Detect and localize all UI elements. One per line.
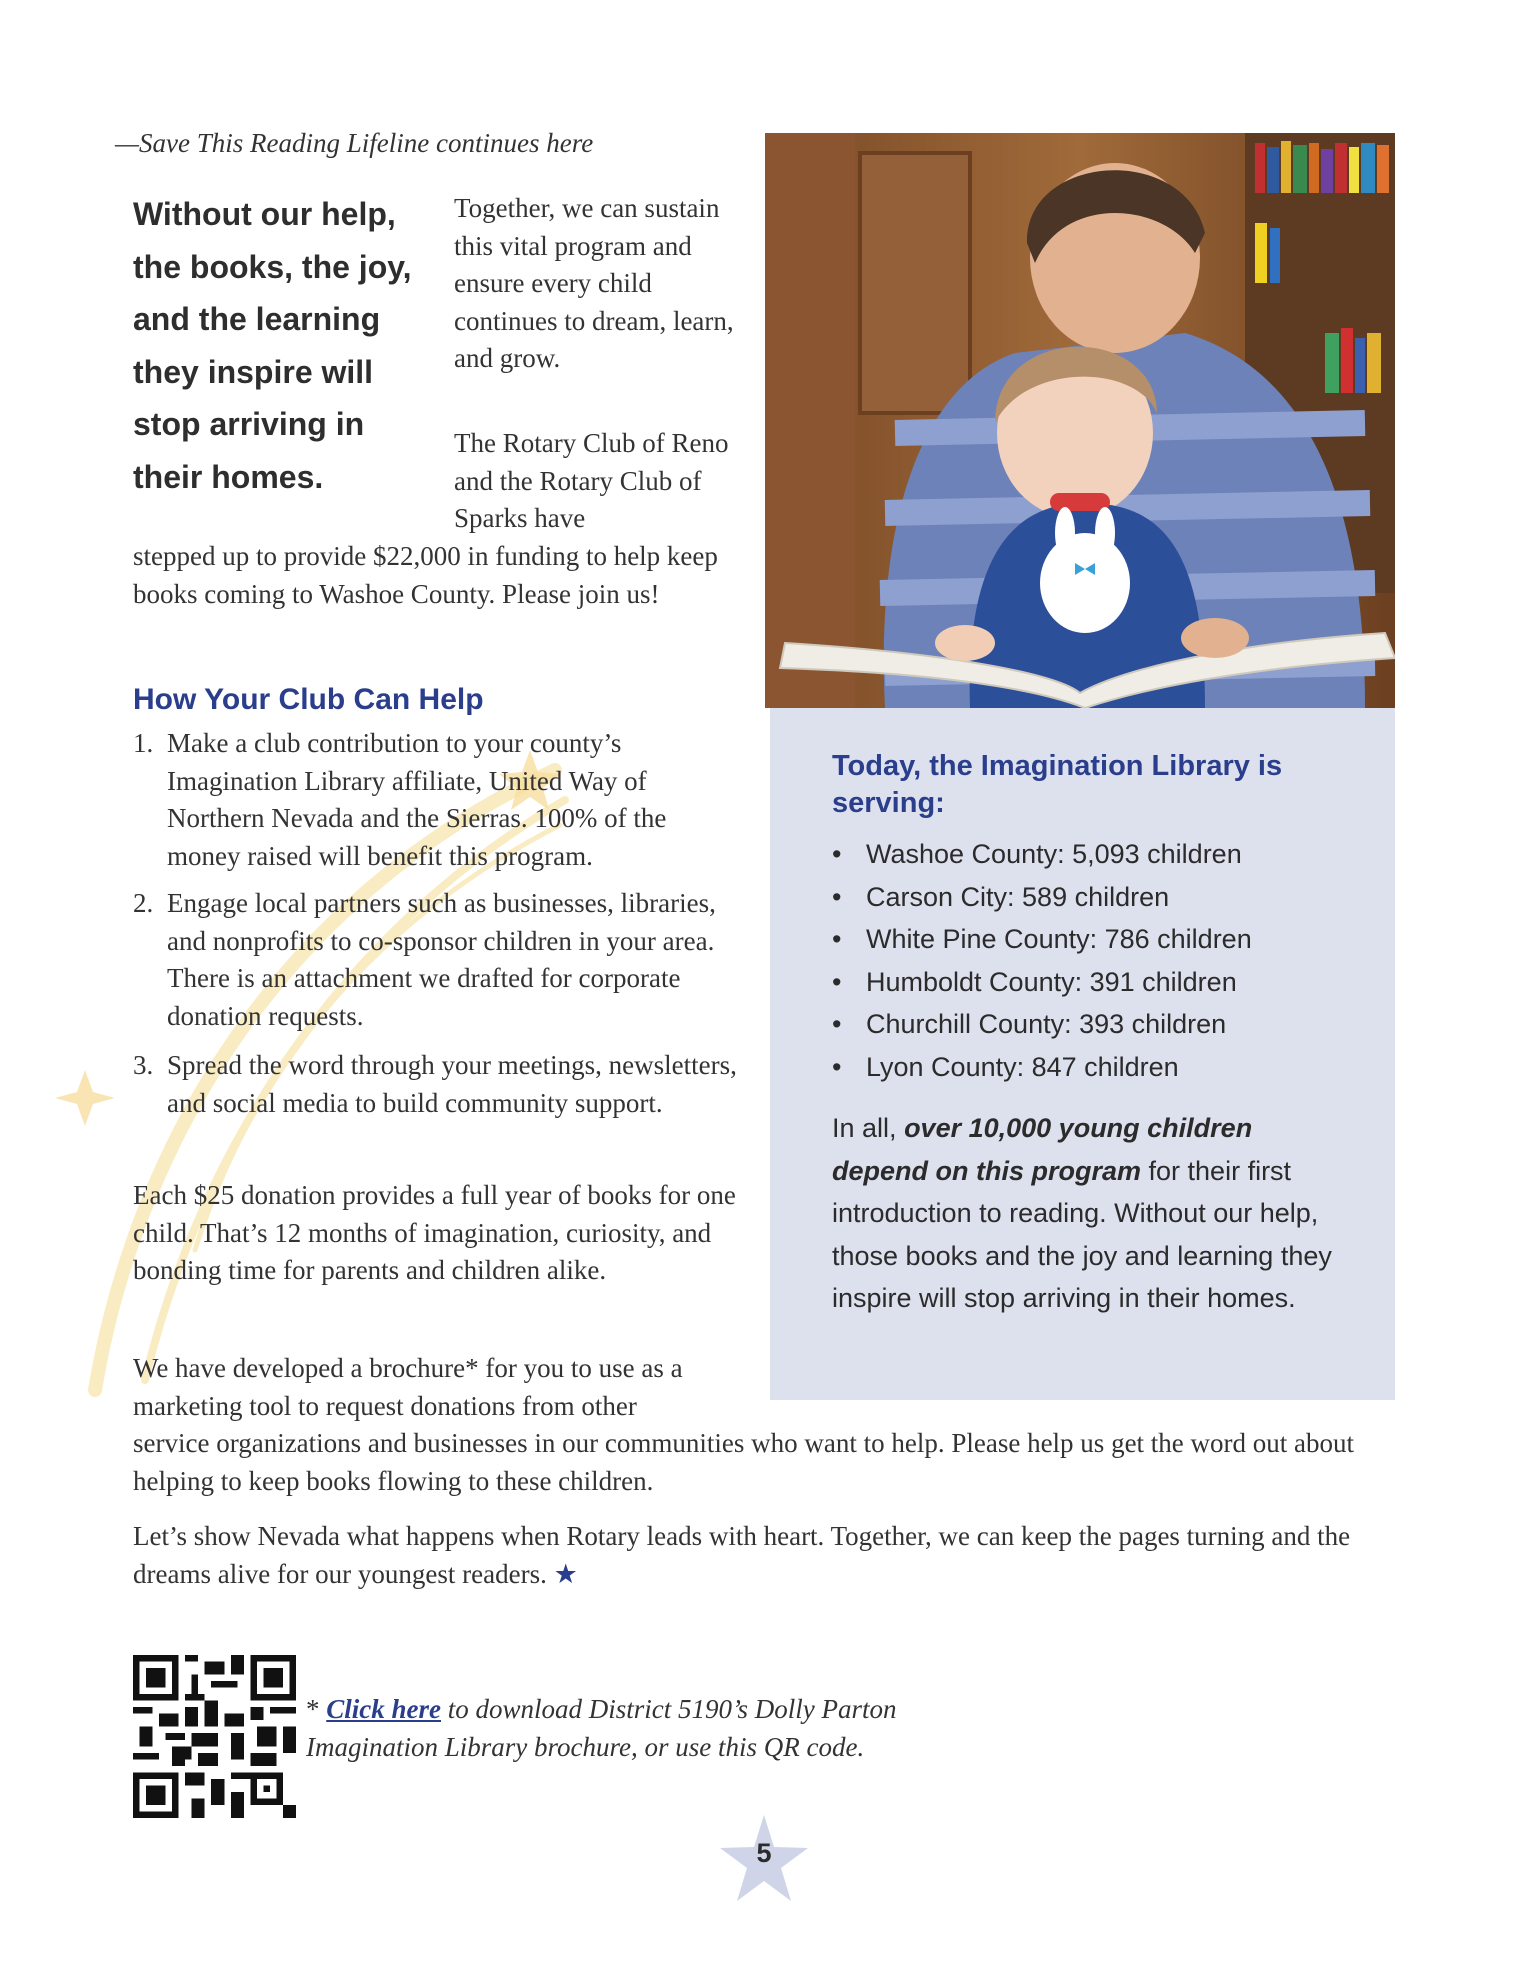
list-item xyxy=(133,1047,745,1122)
bullet-icon: • xyxy=(832,881,842,912)
list-item xyxy=(832,876,1372,919)
summary-rest: for their first introduction to reading. Without our help, those books and the joy and learning they inspire will stop arriving in their homes. xyxy=(832,1155,1332,1313)
list-item-text: Spread the word through your meetings, newsletters, and social media to build community support. xyxy=(167,1050,737,1118)
page-number: 5 xyxy=(756,1838,772,1868)
continued-note: —Save This Reading Lifeline continues here xyxy=(115,128,594,158)
intro-paragraph-1: Together, we can sustain this vital program and ensure every child continues to dream, learn, and grow. xyxy=(454,193,734,373)
donation-paragraph: Each $25 donation provides a full year of books for one child. That’s 12 months of imagination, curiosity, and bonding time for parents and children alike. xyxy=(133,1180,736,1285)
qr-note xyxy=(306,1690,946,1766)
list-number: 1. xyxy=(133,728,154,758)
list-number: 3. xyxy=(133,1050,154,1080)
qr-code[interactable] xyxy=(133,1655,296,1818)
county-count: White Pine County: 786 children xyxy=(866,924,1252,954)
qr-note-text: to download District 5190’s Dolly Parton Imagination Library brochure, or use this QR code. xyxy=(306,1694,897,1762)
brochure-paragraph-top: We have developed a brochure* for you to use as a marketing tool to request donations from other xyxy=(133,1353,683,1421)
intro-paragraph-2-top: The Rotary Club of Reno and the Rotary Club of Sparks have xyxy=(454,428,729,533)
county-count: Churchill County: 393 children xyxy=(866,1009,1227,1039)
bullet-icon: • xyxy=(832,924,842,954)
list-item xyxy=(133,725,745,875)
closing-text: Let’s show Nevada what happens when Rotary leads with heart. Together, we can keep the pages turning and the dreams alive for our youngest readers. xyxy=(133,1521,1351,1589)
pull-quote: Without our help, the books, the joy, and the learning they inspire will stop arriving in their homes. xyxy=(133,196,412,495)
bullet-icon: • xyxy=(832,839,842,869)
info-box-summary xyxy=(832,1107,1352,1320)
bullet-icon: • xyxy=(832,966,842,997)
asterisk: * xyxy=(306,1694,320,1724)
list-item xyxy=(832,833,1372,876)
intro-paragraph-2-rest: stepped up to provide $22,000 in funding to help keep books coming to Washoe County. Please join us! xyxy=(133,541,718,609)
continued-article-title: Save This Reading Lifeline xyxy=(139,128,430,158)
summary-lead: In all, xyxy=(832,1113,897,1143)
county-count: Carson City: 589 children xyxy=(866,881,1170,912)
bullet-icon: • xyxy=(832,1051,842,1082)
county-list xyxy=(832,833,1372,1088)
county-count: Lyon County: 847 children xyxy=(866,1051,1179,1082)
county-count: Humboldt County: 391 children xyxy=(866,966,1237,997)
bullet-icon: • xyxy=(832,1009,842,1039)
list-item xyxy=(832,1046,1372,1089)
info-box-heading: Today, the Imagination Library is serving: xyxy=(832,750,1283,819)
closing-paragraph xyxy=(133,1518,1403,1593)
list-item xyxy=(832,1003,1372,1046)
list-item xyxy=(832,961,1372,1004)
county-count: Washoe County: 5,093 children xyxy=(866,839,1242,869)
continued-suffix: continues here xyxy=(435,128,594,158)
list-item xyxy=(133,885,745,1035)
list-item-text: Engage local partners such as businesses, libraries, and nonprofits to co-sponsor children in your area. There is an attachment we drafted for corporate donation requests. xyxy=(167,888,716,1031)
brochure-download-link[interactable]: Click here xyxy=(326,1694,441,1724)
list-item-text: Make a club contribution to your county’s Imagination Library affiliate, United Way of Northern Nevada and the Sierras. 100% of the money raised will benefit this program. xyxy=(167,728,667,871)
list-item xyxy=(832,918,1372,961)
section-heading-how-to-help: How Your Club Can Help xyxy=(133,683,484,716)
list-number: 2. xyxy=(133,888,154,918)
photo-father-reading-to-child xyxy=(765,133,1395,708)
summary-emphasis: over 10,000 young children depend on this program xyxy=(832,1113,1253,1186)
star-icon: ★ xyxy=(553,1558,578,1589)
brochure-paragraph-rest: service organizations and businesses in our communities who want to help. Please help us get the word out about helping to keep books flowing to these children. xyxy=(133,1428,1355,1496)
